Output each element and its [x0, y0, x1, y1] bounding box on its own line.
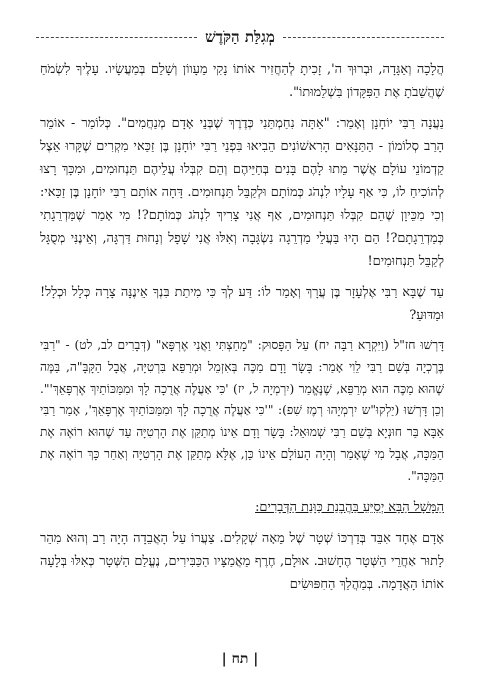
body-text: [40, 58, 444, 604]
paragraph-2: נַעֲנָה רַבִּי יוֹחָנָן וְאָמַר: "אַתָּה נִחַמְתַּנִי כְּדֶרֶךְ שֶׁבְּנֵי אָדָם מְנַחֲמִים". כְּלוֹמַר - אוֹמֵר הָרַב סְלוֹמוֹן - הַתַּנָּאִים הָרִאשׁוֹנִים הֵבִיאוּ בִּפְנֵי רַבִּי יוֹחָנָן בֶּן זַכַּאי מִקְרִים שֶׁקָּרוּ אֵצֶל קַדְמוֹנֵי עוֹלָם אֲשֶׁר מֵתוּ לָהֶם בָּנִים בְּחַיֵּיהֶם וְהֵם קִבְּלוּ עֲלֵיהֶם תַּנְחוּמִים, וּמִכָּךְ רָצוּ לְהוֹכִיחַ לוֹ, כִּי אַף עָלָיו לִנְהֹג כְּמוֹתָם וּלְקַבֵּל תַּנְחוּמִים. דָּחָה אוֹתָם רַבִּי יוֹחָנָן בֶּן זַכַּאי: וְכִי מִכֵּיוָן שֶׁהֵם קִבְּלוּ תַּנְחוּמִים, אַף אֲנִי צָרִיךְ לִנְהֹג כְּמוֹתָם?! מִי אָמַר שֶׁמַּדְרֵגָתִי כְּמַדְרֵגָתָם?! הֵם הָיוּ בַּעֲלֵי מַדְרֵגָה נִשְׂגָּבָה וְאִלּוּ אֲנִי שָׁפָל וְנָחוּת דַּרְגָּה, וְאֵינֶנִּי מְסֻגָּל לְקַבֵּל תַּנְחוּמִים!: [40, 116, 444, 269]
paragraph-5-heading: הַמָּשָׁל הַבָּא יְסַיֵּעַ בַּהֲבָנַת כַּוָּנַת הַדְּבָרִים:: [255, 499, 444, 515]
header-rule-left: [36, 37, 197, 38]
header-rule-right: [283, 37, 444, 38]
paragraph-3: עַד שֶׁבָּא רַבִּי אֶלְעָזָר בֶּן עֲרָךְ וְאָמַר לוֹ: דַּע לְךָ כִּי מִיתַת בִּנְךָ אֵינֶנָּה צָרָה כְּלָל וּכְלָל! וּמַדּוּעַ?: [40, 285, 444, 323]
running-header: [36, 28, 444, 47]
paragraph-4: דָּרְשׁוּ חז"ל (וַיִּקְרָא רַבָּה יח) עַל הַפָּסוּק: "מָחַצְתִּי וַאֲנִי אֶרְפָּא" (דְּבָרִים לב, לט) - "רַבִּי בֶּרֶכְיָה בְּשֵׁם רַבִּי לֵוִי אָמַר: בָּשָׂר וָדָם מַכֶּה בְּאִזְמֵל וּמְרַפֵּא בִּרְטִיָּה, אֲבָל הַקָּבָּ"ה, בַּמֶּה שֶׁהוּא מַכֶּה הוּא מְרַפֵּא, שֶׁנֶּאֱמַר (יִרְמְיָה ל, יז) 'כִּי אַעֲלֶה אֲרֻכָה לָךְ וּמִמַּכּוֹתַיִךְ אֶרְפָּאֵךְ'". וְכֵן דָּרְשׁוּ (יַלְקוּ"ש יִרְמְיָהוּ רְמֶז שִׁפ): "'כִּי אַעֲלֶה אֲרֻכָה לָךְ וּמִמַּכּוֹתַיִךְ אֶרְפָּאֵךְ', אָמַר רַבִּי אַבָּא בַּר חוּנְיָא בְּשֵׁם רַבִּי שְׁמוּאֵל: בָּשָׂר וָדָם אֵינוֹ מְתַקֵּן אֶת הָרְטִיָּה עַד שֶׁהוּא רוֹאֶה אֶת הַמַּכָּה, אֲבָל מִי שֶׁאָמַר וְהָיָה הָעוֹלָם אֵינוֹ כֵּן, אֶלָּא מְתַקֵּן אֶת הָרְטִיָּה וְאַחַר כָּךְ רוֹאֶה אֶת הַמַּכָּה".: [40, 338, 444, 483]
page-number: | תח |: [221, 651, 259, 667]
paragraph-6: אָדָם אֶחָד אִבֵּד בְּדַרְכּוֹ שְׁטָר שֶׁל מֵאָה שְׁקָלִים. צַעֲרוֹ עַל הָאֲבֵדָה הָיָה רַב וְהוּא מִהֵר לָתוּר אַחֲרֵי הַשְּׁטָר הֶחָשׁוּב. אוּלָם, חֶרֶף מַאֲמַצָּיו הַכַּבִּירִים, נֶעֱלַם הַשְּׁטָר כְּאִלּוּ בְּלָעָה אוֹתוֹ הָאֲדָמָה. בְּמַהֲלַךְ הַחִפּוּשִׂים: [40, 530, 444, 592]
running-title: מְגִלַּת הַקֹּדֶשׁ: [205, 28, 275, 46]
paragraph-1: הֲלָכָה וְאַגָּדָה, וּבְרוּךְ ה', זָכִיתָ לְהַחֲזִיר אוֹתוֹ נָקִי מֵעָווֹן וְשָׁלֵם בְּמַעֲשָׂיו. עָלֶיךָ לִשְׂמֹחַ שֶׁהֲשֵׁבֹתָ אֶת הַפִּקָּדוֹן בִּשְׁלֵמוּתוֹ".: [40, 62, 444, 100]
